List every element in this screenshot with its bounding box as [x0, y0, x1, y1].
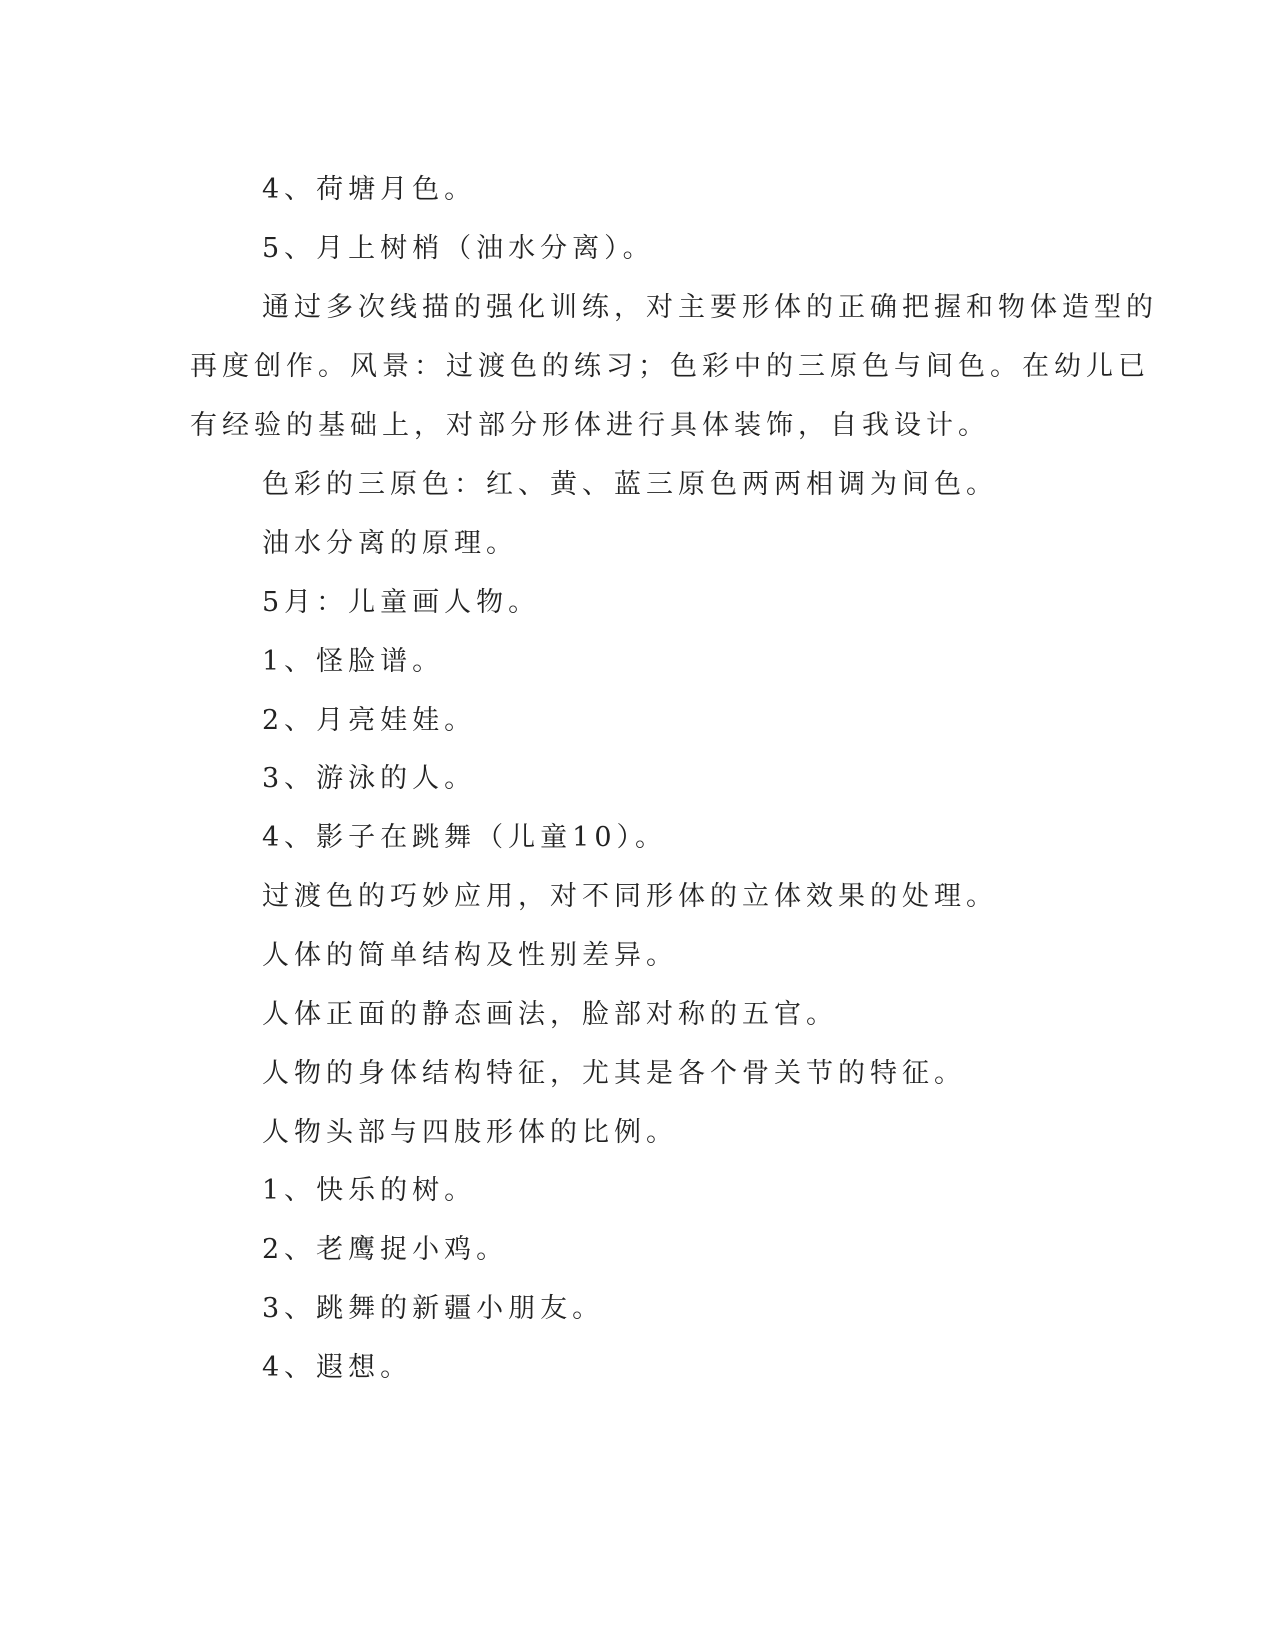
list-item: 2、月亮娃娃。: [262, 705, 477, 736]
list-item: 1、怪脸谱。: [262, 646, 445, 677]
paragraph-line: 人物头部与四肢形体的比例。: [262, 1117, 678, 1148]
paragraph-line: 有经验的基础上，对部分形体进行具体装饰，自我设计。: [190, 410, 990, 441]
paragraph-line: 过渡色的巧妙应用，对不同形体的立体效果的处理。: [262, 881, 998, 912]
paragraph-line: 油水分离的原理。: [262, 528, 518, 559]
paragraph-line: 色彩的三原色：红、黄、蓝三原色两两相调为间色。: [262, 469, 998, 500]
list-item: 1、快乐的树。: [262, 1175, 477, 1206]
paragraph-line: 人物的身体结构特征，尤其是各个骨关节的特征。: [262, 1058, 966, 1089]
paragraph-line: 再度创作。风景：过渡色的练习；色彩中的三原色与间色。在幼儿已: [190, 351, 1150, 382]
list-item: 2、老鹰捉小鸡。: [262, 1234, 509, 1265]
list-item: 4、荷塘月色。: [262, 174, 477, 205]
list-item: 4、遐想。: [262, 1352, 413, 1383]
paragraph-line: 人体的简单结构及性别差异。: [262, 940, 678, 971]
list-item: 5、月上树梢（油水分离）。: [262, 233, 655, 264]
list-item: 4、影子在跳舞（儿童10）。: [262, 822, 668, 853]
section-heading: 5月：儿童画人物。: [262, 587, 541, 618]
list-item: 3、跳舞的新疆小朋友。: [262, 1293, 605, 1324]
paragraph-line: 通过多次线描的强化训练，对主要形体的正确把握和物体造型的: [262, 292, 1158, 323]
paragraph-line: 人体正面的静态画法，脸部对称的五官。: [262, 999, 838, 1030]
list-item: 3、游泳的人。: [262, 763, 477, 794]
